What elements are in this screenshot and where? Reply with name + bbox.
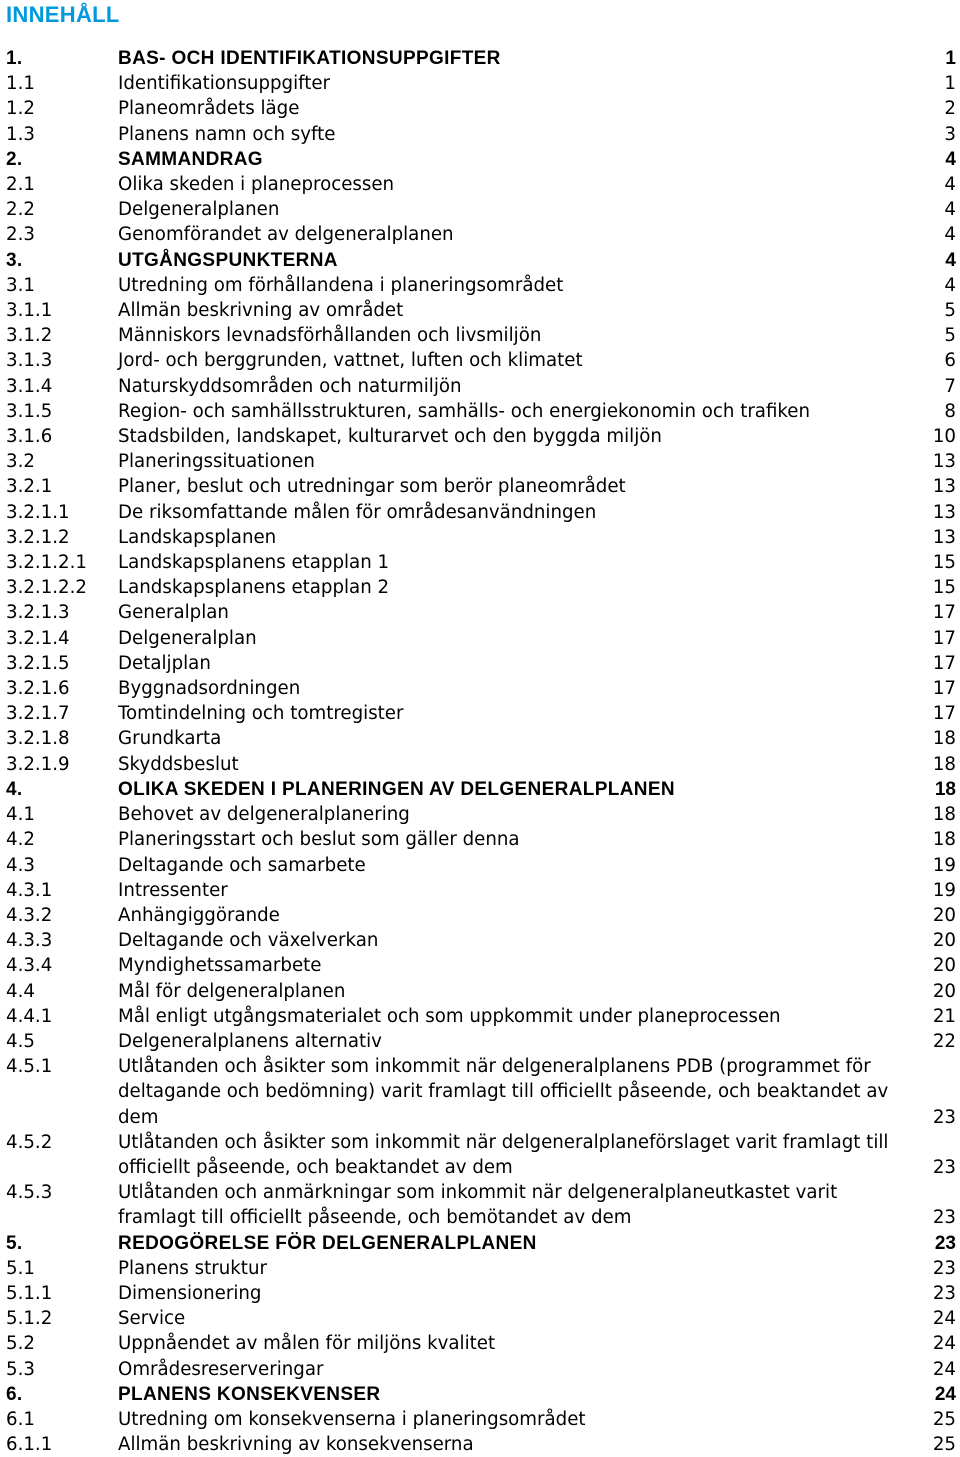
toc-entry-number: 4.4.1 (6, 1005, 53, 1027)
toc-entry-page: 4 (944, 199, 956, 221)
toc-entry-page: 17 (932, 703, 956, 725)
toc-entry-title[interactable]: Stadsbilden, landskapet, kulturarvet och den byggda miljön (118, 426, 662, 448)
toc-entry-title[interactable]: Mål enligt utgångsmaterialet och som uppkommit under planeprocessen (118, 1005, 781, 1027)
toc-entry-page: 13 (932, 451, 956, 473)
toc-entry-page: 8 (944, 400, 956, 422)
toc-entry-number: 4.5.2 (6, 1131, 53, 1153)
toc-entry[interactable] (0, 399, 960, 424)
toc-entry[interactable] (0, 248, 960, 273)
toc-entry[interactable] (0, 1029, 960, 1054)
toc-entry-page: 21 (932, 1005, 956, 1027)
toc-entry-title[interactable]: Region- och samhällsstrukturen, samhälls- och energiekonomin och trafiken (118, 400, 811, 422)
toc-entry-title[interactable]: UTGÅNGSPUNKTERNA (118, 249, 338, 271)
toc-entry[interactable] (0, 122, 960, 147)
toc-entry-title[interactable]: Genomförandet av delgeneralplanen (118, 224, 454, 246)
toc-entry[interactable] (0, 853, 960, 878)
toc-entry-number: 3. (6, 249, 23, 271)
toc-entry-title[interactable]: Myndighetssamarbete (118, 955, 322, 977)
toc-entry-title[interactable]: Generalplan (118, 602, 229, 624)
toc-entry[interactable] (0, 449, 960, 474)
toc-entry-number: 1. (6, 48, 23, 69)
toc-entry-title[interactable]: Delgeneralplanen (118, 199, 280, 221)
toc-entry-number: 4.3.1 (6, 879, 53, 901)
toc-entry-page: 4 (945, 249, 956, 271)
toc-entry-page: 2 (944, 98, 956, 120)
toc-entry-number: 3.1.4 (6, 375, 53, 397)
toc-entry-number: 3.2.1.2.2 (6, 577, 87, 599)
toc-entry[interactable] (0, 626, 960, 651)
toc-entry-number: 2.2 (6, 199, 35, 221)
toc-entry[interactable] (0, 676, 960, 701)
toc-entry-title[interactable]: Landskapsplanens etapplan 2 (118, 577, 390, 599)
toc-entry-page: 24 (932, 1333, 956, 1355)
toc-entry-title[interactable]: Planer, beslut och utredningar som berör planeområdet (118, 476, 626, 498)
toc-entry-title[interactable]: Landskapsplanen (118, 526, 277, 548)
toc-entry-title[interactable]: Landskapsplanens etapplan 1 (118, 552, 390, 574)
toc-entry-title[interactable]: Planeringsstart och beslut som gäller denna (118, 829, 520, 851)
toc-entry[interactable] (0, 1004, 960, 1029)
toc-list (0, 46, 960, 1457)
toc-entry-title[interactable]: Planeområdets läge (118, 98, 300, 120)
toc-entry-page: 10 (932, 426, 956, 448)
toc-entry-number: 3.2.1.5 (6, 652, 70, 674)
toc-entry-page: 1 (944, 73, 956, 95)
toc-entry-number: 5.1 (6, 1257, 35, 1279)
toc-entry[interactable] (0, 424, 960, 449)
toc-entry-title[interactable]: Naturskyddsområden och naturmiljön (118, 375, 462, 397)
toc-entry-page: 17 (932, 652, 956, 674)
toc-entry-title[interactable]: SAMMANDRAG (118, 148, 263, 170)
toc-entry-page: 18 (932, 829, 956, 851)
toc-entry-page: 18 (932, 804, 956, 826)
toc-entry-title[interactable]: Olika skeden i planeprocessen (118, 174, 395, 196)
toc-entry[interactable] (0, 1331, 960, 1356)
toc-entry-page: 5 (944, 325, 956, 347)
toc-entry-page: 20 (932, 955, 956, 977)
toc-entry-title[interactable]: PLANENS KONSEKVENSER (118, 1383, 381, 1405)
toc-entry-page: 1 (945, 48, 956, 69)
toc-entry-title[interactable]: Delgeneralplanens alternativ (118, 1030, 382, 1052)
toc-entry[interactable] (0, 1054, 960, 1130)
toc-entry-page: 4 (944, 274, 956, 296)
toc-entry-number: 4.5.3 (6, 1182, 53, 1204)
toc-entry[interactable] (0, 1256, 960, 1281)
toc-entry-page: 19 (932, 854, 956, 876)
toc-entry-number: 5.2 (6, 1333, 35, 1355)
toc-entry-page: 20 (932, 904, 956, 926)
toc-entry-title[interactable]: Uppnåendet av målen för miljöns kvalitet (118, 1333, 496, 1355)
toc-entry-title[interactable]: Delgeneralplan (118, 627, 257, 649)
toc-entry[interactable] (0, 928, 960, 953)
toc-entry-number: 4.4 (6, 980, 35, 1002)
toc-entry[interactable] (0, 1281, 960, 1306)
toc-entry-title[interactable]: Människors levnadsförhållanden och livsmiljön (118, 325, 542, 347)
toc-entry-number: 4.5.1 (6, 1056, 53, 1078)
toc-entry[interactable] (0, 348, 960, 373)
toc-entry-page: 20 (932, 930, 956, 952)
toc-entry-page: 23 (932, 1106, 956, 1128)
toc-entry[interactable] (0, 953, 960, 978)
toc-entry-page: 20 (932, 980, 956, 1002)
toc-entry-number: 1.1 (6, 73, 35, 95)
toc-entry-title[interactable]: Allmän beskrivning av området (118, 300, 404, 322)
toc-entry-title[interactable]: Intressenter (118, 879, 228, 901)
toc-entry-title[interactable]: Byggnadsordningen (118, 678, 301, 700)
toc-entry-page: 23 (932, 1257, 956, 1279)
toc-entry[interactable] (0, 1432, 960, 1457)
toc-entry[interactable] (0, 323, 960, 348)
toc-entry-title[interactable]: Anhängiggörande (118, 904, 280, 926)
toc-entry[interactable] (0, 525, 960, 550)
toc-entry-page: 13 (932, 501, 956, 523)
toc-entry[interactable] (0, 827, 960, 852)
toc-entry[interactable] (0, 374, 960, 399)
toc-entry-page: 17 (932, 627, 956, 649)
toc-entry[interactable] (0, 878, 960, 903)
toc-entry-title[interactable]: Behovet av delgeneralplanering (118, 804, 410, 826)
toc-entry-page: 4 (944, 224, 956, 246)
toc-entry-title[interactable]: Deltagande och samarbete (118, 854, 366, 876)
toc-entry-page: 13 (932, 526, 956, 548)
toc-entry-title[interactable]: Dimensionering (118, 1282, 262, 1304)
toc-entry-number: 3.1.3 (6, 350, 53, 372)
toc-entry-number: 5.1.1 (6, 1282, 53, 1304)
toc-entry-number: 3.1.1 (6, 300, 53, 322)
toc-entry-page: 22 (932, 1030, 956, 1052)
toc-entry-number: 3.2.1.2 (6, 526, 70, 548)
toc-entry[interactable] (0, 500, 960, 525)
toc-entry-number: 6.1.1 (6, 1434, 53, 1456)
toc-entry[interactable] (0, 46, 960, 71)
toc-entry-title[interactable]: Jord- och berggrunden, vattnet, luften och klimatet (118, 350, 583, 372)
toc-entry-page: 23 (934, 1232, 956, 1254)
toc-entry-number: 4. (6, 778, 23, 800)
toc-entry[interactable] (0, 600, 960, 625)
toc-entry[interactable] (0, 1180, 960, 1230)
toc-entry-page: 7 (944, 375, 956, 397)
toc-entry-number: 4.5 (6, 1030, 35, 1052)
toc-entry-title[interactable]: Deltagande och växelverkan (118, 930, 379, 952)
toc-entry-page: 17 (932, 678, 956, 700)
toc-entry-title[interactable]: Utlåtanden och åsikter som inkommit när delgeneralplaneförslaget varit framlagt till officiellt påseende, och beaktandet av dem (118, 1131, 889, 1178)
toc-entry-number: 3.1.2 (6, 325, 53, 347)
toc-entry-page: 4 (945, 148, 956, 170)
toc-entry-number: 5.1.2 (6, 1308, 53, 1330)
toc-entry-number: 3.1 (6, 274, 35, 296)
toc-entry-title[interactable]: Planeringssituationen (118, 451, 315, 473)
toc-entry[interactable] (0, 222, 960, 247)
toc-entry[interactable] (0, 273, 960, 298)
toc-entry-page: 23 (932, 1282, 956, 1304)
toc-entry-number: 6. (6, 1383, 23, 1405)
toc-entry-number: 3.2.1.6 (6, 678, 70, 700)
toc-entry-page: 4 (944, 174, 956, 196)
toc-entry-page: 18 (932, 753, 956, 775)
toc-entry-title[interactable]: BAS- OCH IDENTIFIKATIONSUPPGIFTER (118, 48, 501, 69)
toc-entry-number: 2.3 (6, 224, 35, 246)
toc-entry-page: 5 (944, 300, 956, 322)
toc-entry[interactable] (0, 1407, 960, 1432)
toc-entry-page: 18 (932, 728, 956, 750)
toc-entry[interactable] (0, 575, 960, 600)
toc-entry-title[interactable]: Utlåtanden och åsikter som inkommit när delgeneralplanens PDB (programmet för deltagande och bedömning) varit framlagt till officiellt påseende, och beaktandet av dem (118, 1056, 889, 1128)
toc-entry-title[interactable]: Allmän beskrivning av konsekvenserna (118, 1434, 474, 1456)
toc-entry-page: 13 (932, 476, 956, 498)
toc-entry-number: 2.1 (6, 174, 35, 196)
toc-entry-page: 24 (932, 1358, 956, 1380)
toc-entry[interactable] (0, 1231, 960, 1256)
toc-entry-page: 15 (932, 577, 956, 599)
toc-entry-title[interactable]: Planens struktur (118, 1257, 267, 1279)
toc-entry[interactable] (0, 1306, 960, 1331)
toc-entry-title[interactable]: Service (118, 1308, 186, 1330)
toc-entry-title[interactable]: REDOGÖRELSE FÖR DELGENERALPLANEN (118, 1232, 537, 1254)
toc-entry-number: 3.2.1 (6, 476, 53, 498)
toc-entry-page: 23 (932, 1207, 956, 1229)
toc-entry[interactable] (0, 298, 960, 323)
toc-entry-number: 3.2 (6, 451, 35, 473)
toc-entry-number: 1.3 (6, 123, 35, 145)
toc-entry[interactable] (0, 777, 960, 802)
toc-entry-page: 19 (932, 879, 956, 901)
toc-entry[interactable] (0, 172, 960, 197)
toc-entry-number: 4.2 (6, 829, 35, 851)
toc-entry[interactable] (0, 979, 960, 1004)
toc-entry[interactable] (0, 474, 960, 499)
toc-entry-number: 4.3 (6, 854, 35, 876)
toc-entry[interactable] (0, 71, 960, 96)
toc-entry-number: 4.1 (6, 804, 35, 826)
toc-entry-number: 3.2.1.3 (6, 602, 70, 624)
toc-entry-page: 15 (932, 552, 956, 574)
toc-entry[interactable] (0, 651, 960, 676)
toc-entry-number: 3.1.5 (6, 400, 53, 422)
toc-entry-number: 3.1.6 (6, 426, 53, 448)
toc-entry-page: 18 (934, 778, 956, 800)
toc-entry[interactable] (0, 147, 960, 172)
toc-entry-number: 6.1 (6, 1408, 35, 1430)
toc-entry[interactable] (0, 1357, 960, 1382)
toc-entry-page: 17 (932, 602, 956, 624)
toc-entry-number: 3.2.1.9 (6, 753, 70, 775)
toc-entry-title[interactable]: Identifikationsuppgifter (118, 73, 331, 95)
toc-entry-page: 6 (944, 350, 956, 372)
toc-entry-number: 5.3 (6, 1358, 35, 1380)
toc-entry-number: 3.2.1.2.1 (6, 552, 87, 574)
toc-entry-title[interactable]: Områdesreserveringar (118, 1358, 324, 1380)
toc-entry-page: 24 (934, 1383, 956, 1405)
toc-entry-number: 5. (6, 1232, 23, 1254)
toc-entry-number: 4.3.4 (6, 955, 53, 977)
toc-title: INNEHÅLL (6, 2, 120, 27)
toc-entry[interactable] (0, 752, 960, 777)
toc-entry[interactable] (0, 726, 960, 751)
toc-entry-title[interactable]: Utredning om konsekvenserna i planeringsområdet (118, 1408, 586, 1430)
toc-entry-number: 4.3.3 (6, 930, 53, 952)
toc-entry-page: 24 (932, 1308, 956, 1330)
toc-entry[interactable] (0, 1130, 960, 1180)
toc-entry-title[interactable]: Planens namn och syfte (118, 123, 336, 145)
toc-entry-title[interactable]: Mål för delgeneralplanen (118, 980, 346, 1002)
toc-entry-number: 3.2.1.7 (6, 703, 70, 725)
toc-entry[interactable] (0, 550, 960, 575)
toc-entry-page: 23 (932, 1156, 956, 1178)
toc-entry[interactable] (0, 1382, 960, 1407)
toc-entry-title[interactable]: Grundkarta (118, 728, 222, 750)
toc-entry-title[interactable]: Utredning om förhållandena i planeringsområdet (118, 274, 564, 296)
toc-entry-title[interactable]: Detaljplan (118, 652, 211, 674)
toc-entry-number: 1.2 (6, 98, 35, 120)
toc-entry-title[interactable]: Tomtindelning och tomtregister (118, 703, 404, 725)
toc-entry-title[interactable]: Skyddsbeslut (118, 753, 239, 775)
toc-entry[interactable] (0, 903, 960, 928)
toc-entry-title[interactable]: OLIKA SKEDEN I PLANERINGEN AV DELGENERALPLANEN (118, 778, 675, 800)
toc-entry-number: 3.2.1.4 (6, 627, 70, 649)
toc-entry-page: 3 (944, 123, 956, 145)
toc-entry-title[interactable]: Utlåtanden och anmärkningar som inkommit när delgeneralplaneutkastet varit framlagt till officiellt påseende, och bemötandet av dem (118, 1182, 838, 1229)
toc-entry-number: 3.2.1.1 (6, 501, 70, 523)
toc-entry-number: 3.2.1.8 (6, 728, 70, 750)
toc-entry-page: 25 (932, 1408, 956, 1430)
toc-entry-number: 2. (6, 148, 23, 170)
toc-entry[interactable] (0, 701, 960, 726)
toc-entry[interactable] (0, 96, 960, 121)
toc-entry-page: 25 (932, 1434, 956, 1456)
toc-entry-number: 4.3.2 (6, 904, 53, 926)
toc-entry[interactable] (0, 197, 960, 222)
toc-entry-title[interactable]: De riksomfattande målen för områdesanvändningen (118, 501, 597, 523)
toc-entry[interactable] (0, 802, 960, 827)
